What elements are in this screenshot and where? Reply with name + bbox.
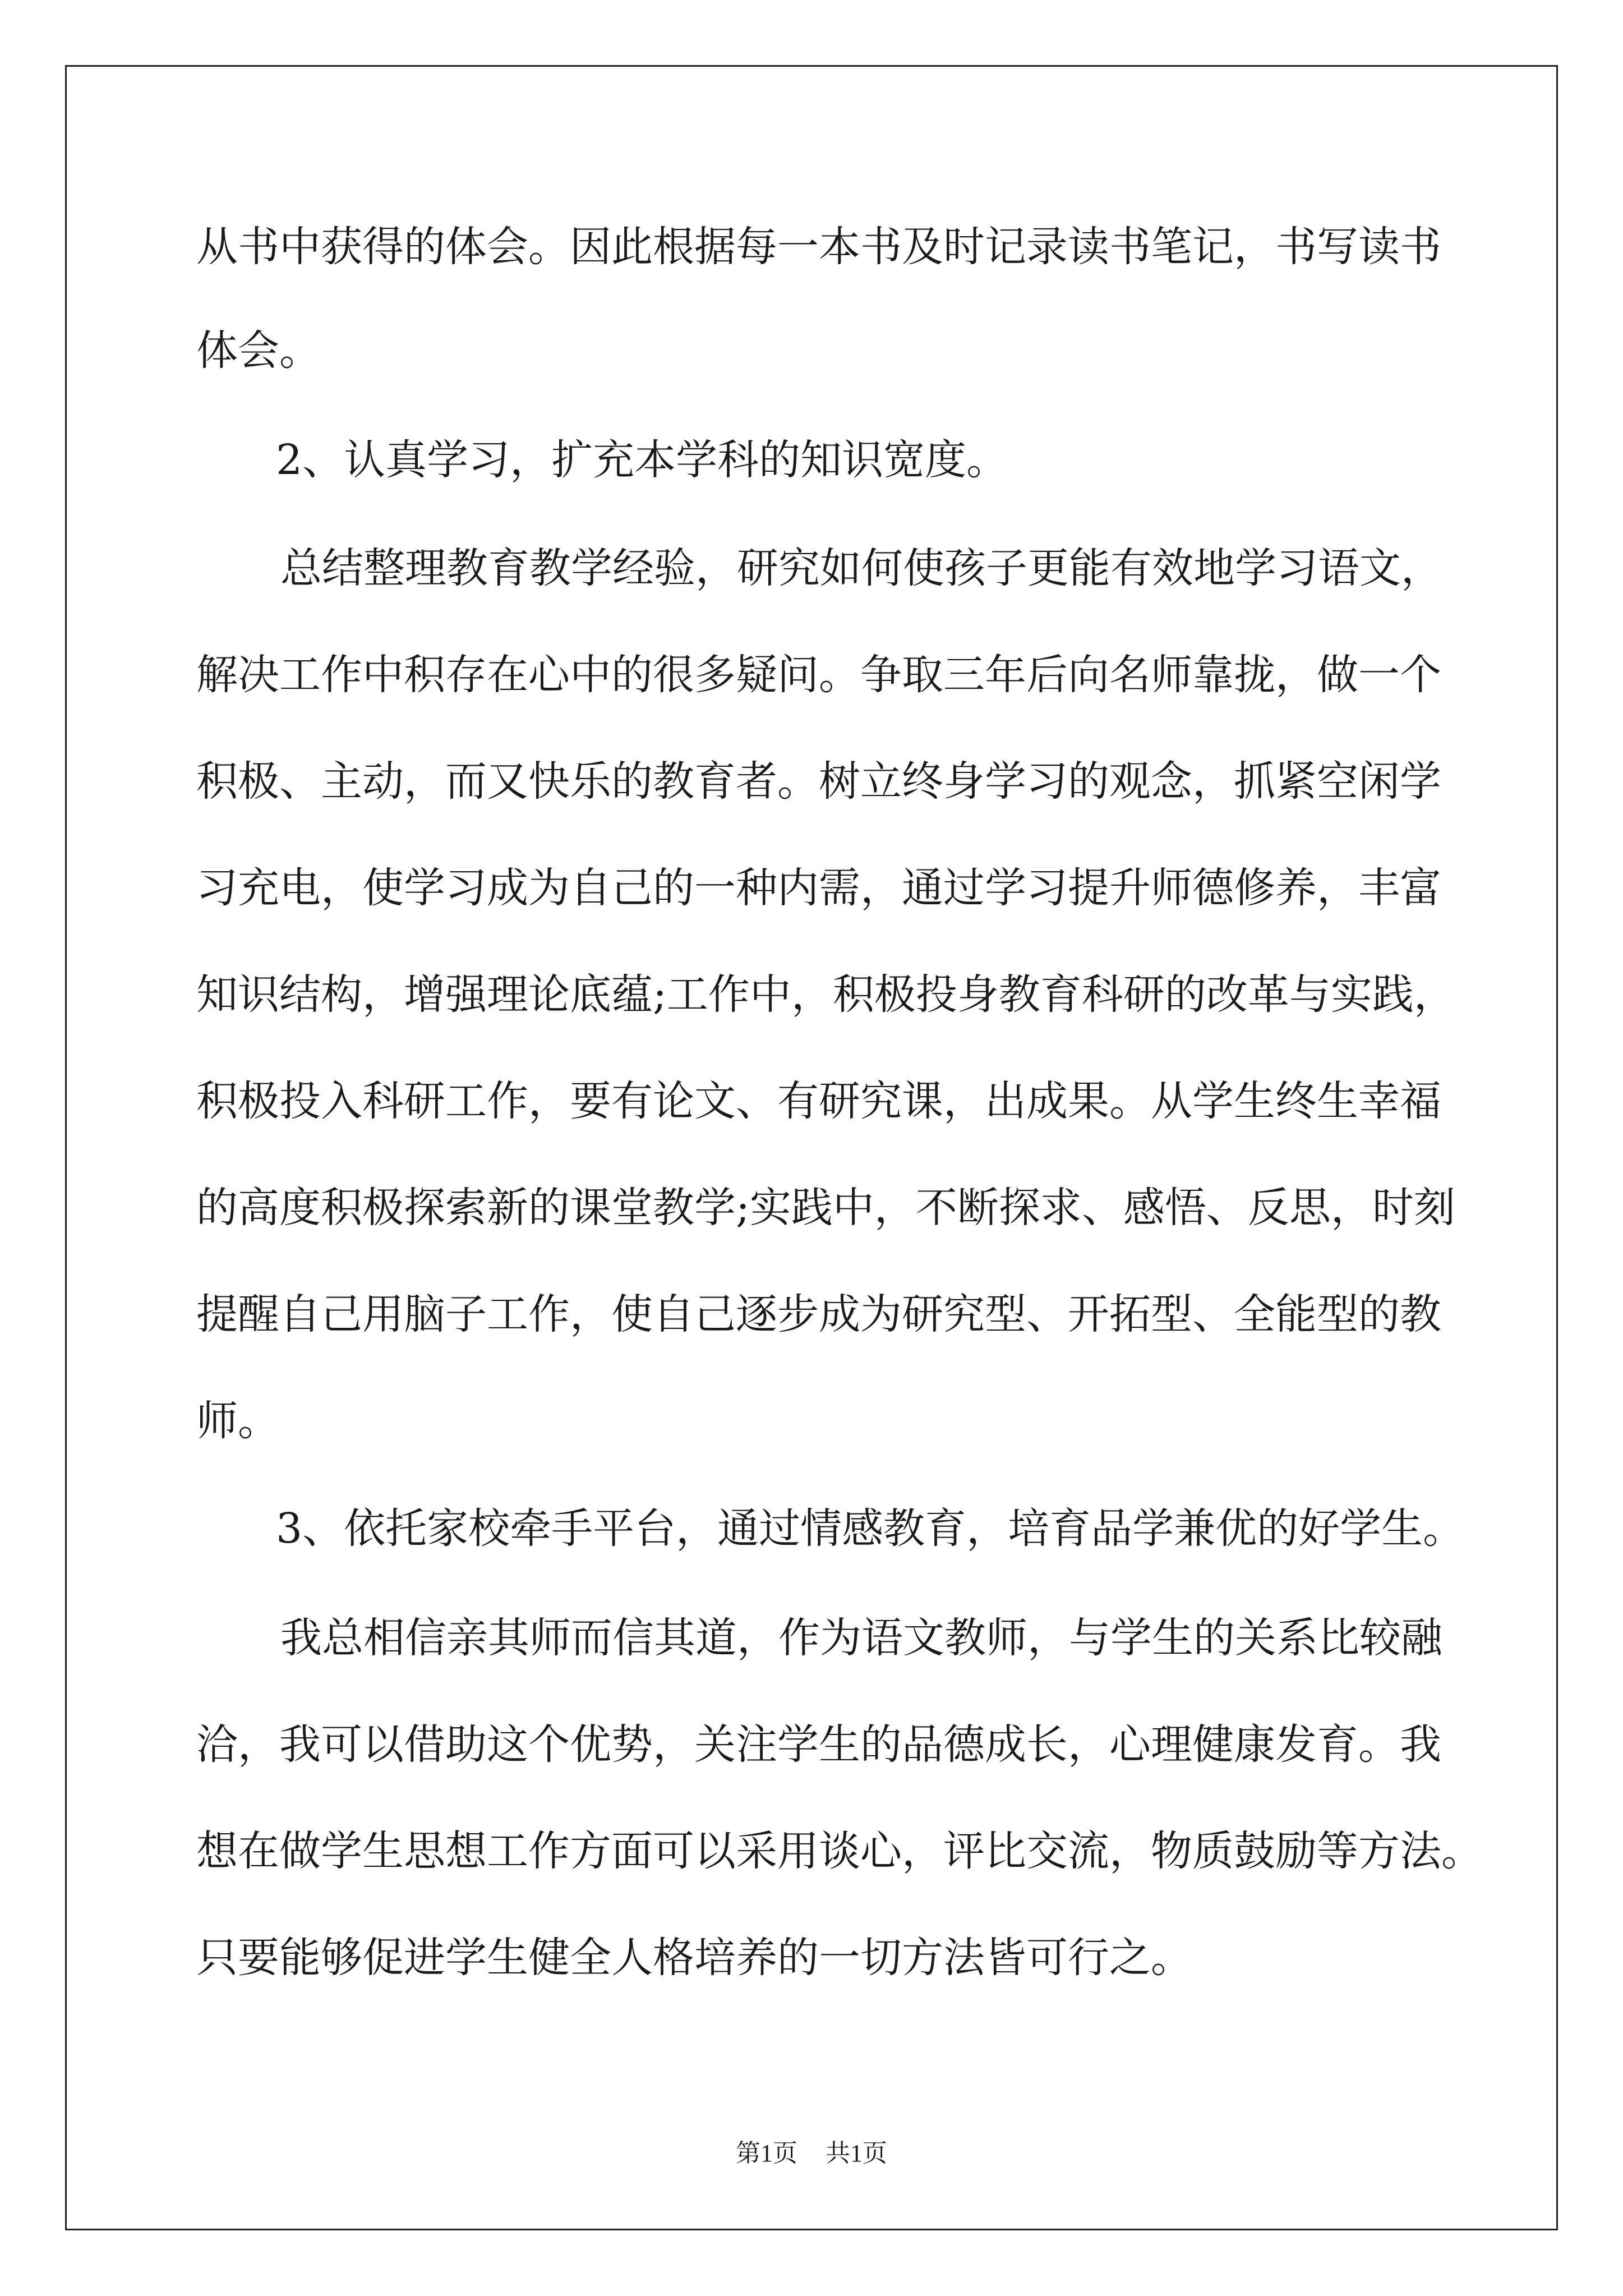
section-heading: 2、认真学习，扩充本学科的知识宽度。 [276,436,1008,484]
text-line: 积极投入科研工作，要有论文、有研究课，出成果。从学生终生幸福 [196,1077,1441,1125]
section-heading: 3、依托家校牵手平台，通过情感教育，培育品学兼优的好学生。 [276,1504,1465,1553]
text-line: 体会。 [196,326,321,375]
text-line: 只要能够促进学生健全人格培养的一切方法皆可行之。 [196,1934,1192,1982]
text-line: 提醒自己用脑子工作，使自己逐步成为研究型、开拓型、全能型的教 [196,1290,1441,1338]
paragraph-first-line: 我总相信亲其师而信其道，作为语文教师，与学生的关系比较融 [280,1614,1442,1662]
text-line: 想在做学生思想工作方面可以采用谈心，评比交流，物质鼓励等方法。 [196,1827,1483,1875]
text-line: 解决工作中积存在心中的很多疑问。争取三年后向名师靠拢，做一个 [196,651,1441,699]
text-line: 洽，我可以借助这个优势，关注学生的品德成长，心理健康发育。我 [196,1720,1441,1769]
page-footer [0,2138,1623,2169]
text-line: 积极、主动，而又快乐的教育者。树立终身学习的观念，抓紧空闲学 [196,757,1441,806]
text-line: 的高度积极探索新的课堂教学;实践中，不断探求、感悟、反思，时刻 [196,1184,1455,1232]
page-total: 共1页 [826,2139,887,2167]
page-border [65,65,1558,2230]
page-number: 第1页 [736,2139,797,2167]
text-line: 从书中获得的体会。因此根据每一本书及时记录读书笔记，书写读书 [196,223,1441,271]
paragraph-first-line: 总结整理教育教学经验，研究如何使孩子更能有效地学习语文， [280,544,1442,592]
text-line: 师。 [196,1397,279,1445]
text-line: 知识结构，增强理论底蕴;工作中，积极投身教育科研的改革与实践， [196,970,1455,1019]
text-line: 习充电，使学习成为自己的一种内需，通过学习提升师德修养，丰富 [196,864,1441,912]
